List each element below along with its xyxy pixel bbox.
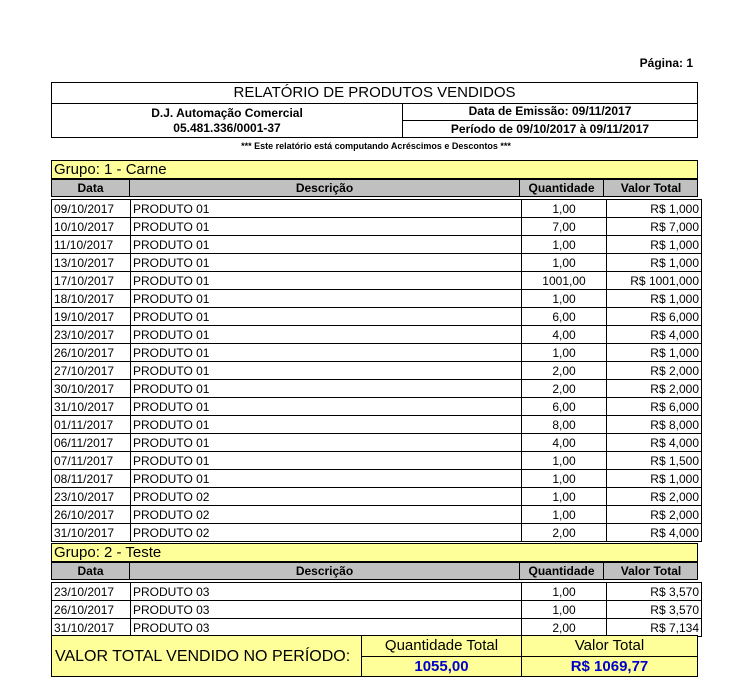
column-header-desc: Descrição [130,180,520,196]
table-row [52,362,702,380]
page-number: Página: 1 [639,56,693,70]
row-value: R$ 2,000 [607,380,702,398]
row-value: R$ 1,000 [607,200,702,218]
row-description: PRODUTO 01 [131,308,522,326]
table-row [52,470,702,488]
row-value: R$ 2,000 [607,362,702,380]
column-header-row [51,179,698,197]
row-description: PRODUTO 02 [131,506,522,524]
row-quantity: 4,00 [522,434,607,452]
row-description: PRODUTO 01 [131,362,522,380]
column-header-date: Data [52,563,130,579]
row-date: 11/10/2017 [52,236,131,254]
report-header [51,82,698,138]
row-quantity: 1,00 [522,200,607,218]
row-quantity: 1,00 [522,236,607,254]
row-description: PRODUTO 01 [131,254,522,272]
column-header-row [51,562,698,580]
row-date: 18/10/2017 [52,290,131,308]
total-value [521,636,697,676]
row-description: PRODUTO 03 [131,583,522,601]
report-dates [403,103,697,138]
row-date: 13/10/2017 [52,254,131,272]
row-description: PRODUTO 01 [131,398,522,416]
row-date: 26/10/2017 [52,344,131,362]
report-title: RELATÓRIO DE PRODUTOS VENDIDOS [52,83,697,104]
row-quantity: 6,00 [522,398,607,416]
row-value: R$ 3,570 [607,583,702,601]
row-value: R$ 8,000 [607,416,702,434]
row-quantity: 8,00 [522,416,607,434]
row-quantity: 2,00 [522,362,607,380]
row-value: R$ 2,000 [607,506,702,524]
table-row [52,308,702,326]
row-value: R$ 7,000 [607,218,702,236]
column-header-desc: Descrição [130,563,520,579]
row-description: PRODUTO 01 [131,200,522,218]
group-title: Grupo: 2 - Teste [51,543,698,562]
row-quantity: 1,00 [522,470,607,488]
row-quantity: 2,00 [522,524,607,542]
row-description: PRODUTO 03 [131,601,522,619]
row-date: 23/10/2017 [52,488,131,506]
row-value: R$ 6,000 [607,398,702,416]
row-description: PRODUTO 03 [131,619,522,637]
row-date: 31/10/2017 [52,398,131,416]
table-row [52,452,702,470]
total-quantity [361,636,521,676]
row-quantity: 2,00 [522,380,607,398]
row-date: 30/10/2017 [52,380,131,398]
group-title: Grupo: 1 - Carne [51,160,698,179]
row-date: 31/10/2017 [52,524,131,542]
row-value: R$ 6,000 [607,308,702,326]
table-row [52,488,702,506]
row-quantity: 1,00 [522,452,607,470]
table-row [52,398,702,416]
emission-date: Data de Emissão: 09/11/2017 [403,103,697,121]
column-header-value: Valor Total [620,564,682,578]
total-quantity-label: Quantidade Total [362,636,521,657]
company-info [52,103,403,138]
row-date: 26/10/2017 [52,601,131,619]
column-header-value: Valor Total [620,181,682,195]
row-value: R$ 2,000 [607,488,702,506]
row-date: 10/10/2017 [52,218,131,236]
row-description: PRODUTO 01 [131,380,522,398]
row-date: 01/11/2017 [52,416,131,434]
row-date: 23/10/2017 [52,326,131,344]
row-date: 06/11/2017 [52,434,131,452]
report-period: Período de 09/10/2017 à 09/11/2017 [450,122,650,136]
table-row [52,524,702,542]
row-date: 27/10/2017 [52,362,131,380]
table-row [52,344,702,362]
row-description: PRODUTO 01 [131,452,522,470]
row-value: R$ 7,134 [607,619,702,637]
row-quantity: 1,00 [522,506,607,524]
row-quantity: 6,00 [522,308,607,326]
row-date: 07/11/2017 [52,452,131,470]
table-row [52,583,702,601]
row-quantity: 1001,00 [522,272,607,290]
total-label: VALOR TOTAL VENDIDO NO PERÍODO: [55,648,351,665]
total-value-amount: R$ 1069,77 [570,658,649,675]
row-quantity: 1,00 [522,488,607,506]
row-quantity: 4,00 [522,326,607,344]
row-date: 19/10/2017 [52,308,131,326]
row-quantity: 1,00 [522,254,607,272]
table-row [52,290,702,308]
company-cnpj: 05.481.336/0001-37 [173,121,281,135]
table-row [52,434,702,452]
table-row [52,200,702,218]
row-description: PRODUTO 01 [131,218,522,236]
row-description: PRODUTO 01 [131,236,522,254]
table-row [52,506,702,524]
column-header-qty: Quantidade [520,563,604,579]
row-value: R$ 1001,000 [607,272,702,290]
column-header-date: Data [52,180,130,196]
total-footer [51,635,698,677]
row-date: 23/10/2017 [52,583,131,601]
column-header-qty: Quantidade [520,180,604,196]
row-quantity: 7,00 [522,218,607,236]
row-description: PRODUTO 02 [131,488,522,506]
group-table [51,582,702,637]
row-value: R$ 4,000 [607,434,702,452]
table-row [52,236,702,254]
total-quantity-value: 1055,00 [414,658,469,675]
row-date: 26/10/2017 [52,506,131,524]
row-value: R$ 1,500 [607,452,702,470]
row-value: R$ 4,000 [607,524,702,542]
table-row [52,619,702,637]
table-row [52,601,702,619]
row-quantity: 1,00 [522,344,607,362]
row-description: PRODUTO 01 [131,470,522,488]
table-row [52,380,702,398]
row-value: R$ 4,000 [607,326,702,344]
row-date: 31/10/2017 [52,619,131,637]
row-quantity: 1,00 [522,583,607,601]
row-value: R$ 1,000 [607,344,702,362]
company-name: D.J. Automação Comercial [151,106,303,120]
row-description: PRODUTO 01 [131,272,522,290]
row-date: 08/11/2017 [52,470,131,488]
table-row [52,218,702,236]
table-row [52,326,702,344]
total-value-label: Valor Total [522,636,697,657]
row-description: PRODUTO 01 [131,290,522,308]
row-value: R$ 1,000 [607,290,702,308]
row-value: R$ 1,000 [607,236,702,254]
row-quantity: 1,00 [522,601,607,619]
row-description: PRODUTO 01 [131,326,522,344]
row-quantity: 2,00 [522,619,607,637]
row-description: PRODUTO 01 [131,416,522,434]
table-row [52,254,702,272]
report-note: *** Este relatório está computando Acréscimos e Descontos *** [241,141,511,151]
table-row [52,272,702,290]
row-value: R$ 1,000 [607,470,702,488]
group-table [51,199,702,542]
row-value: R$ 3,570 [607,601,702,619]
row-description: PRODUTO 01 [131,434,522,452]
row-description: PRODUTO 01 [131,344,522,362]
table-row [52,416,702,434]
row-description: PRODUTO 02 [131,524,522,542]
row-date: 17/10/2017 [52,272,131,290]
row-quantity: 1,00 [522,290,607,308]
row-value: R$ 1,000 [607,254,702,272]
row-date: 09/10/2017 [52,200,131,218]
